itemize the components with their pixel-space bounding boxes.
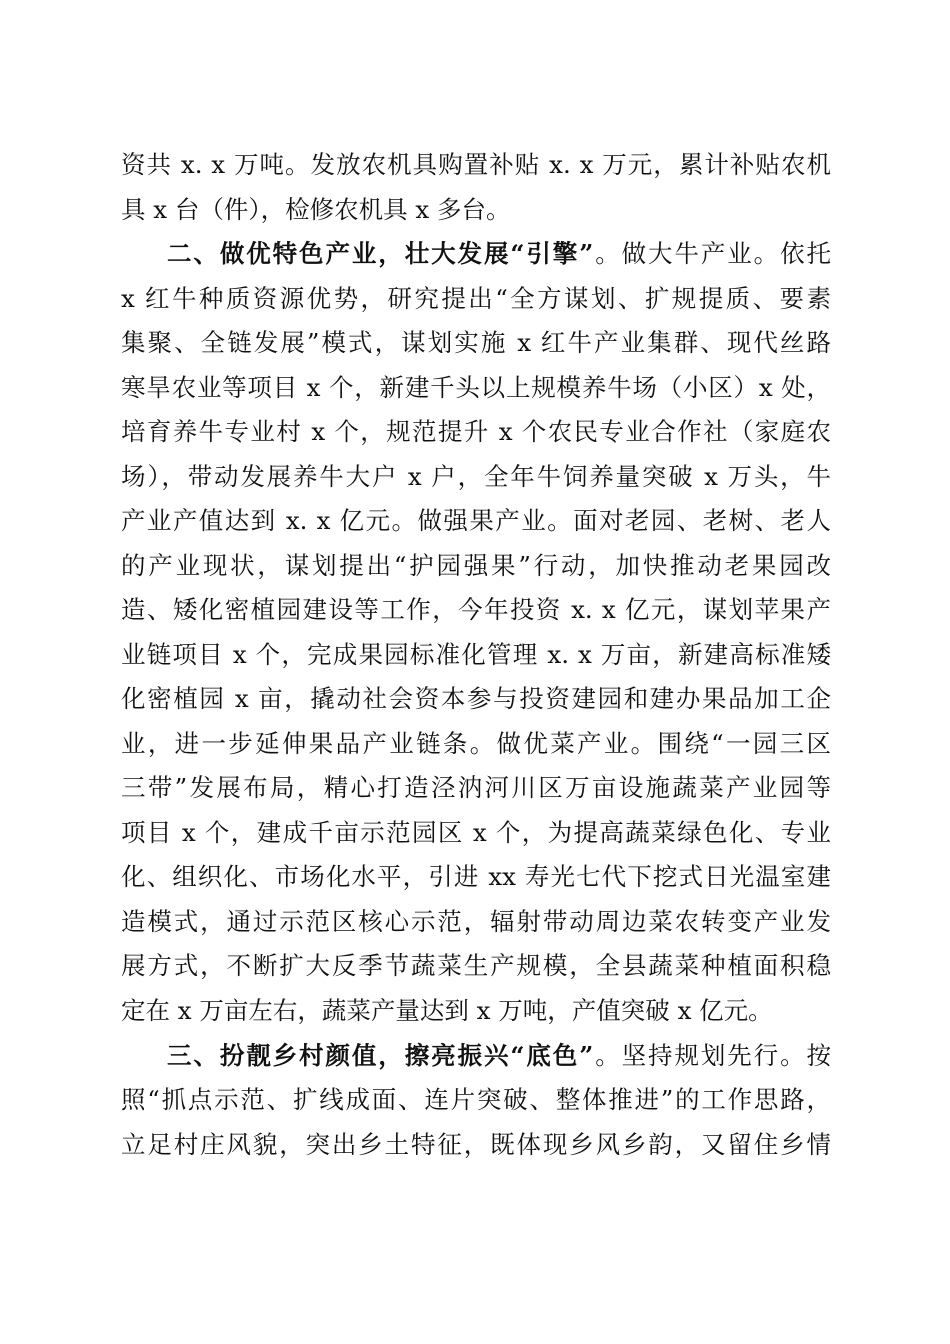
section-3-heading-tail: 。坚持规划先行。按 — [593, 1041, 832, 1070]
text-line: 化密植园 x 亩，撬动社会资本参与投资建园和建办果品加工企 — [121, 684, 831, 713]
text-line: 业，进一步延伸果品产业链条。做优菜产业。围绕“一园三区 — [121, 729, 831, 758]
text-line: 化、组织化、市场化水平，引进 xx 寿光七代下挖式日光温室建 — [121, 862, 831, 891]
text-line: 项目 x 个，建成千亩示范园区 x 个，为提高蔬菜绿色化、专业 — [121, 818, 831, 847]
section-3-first-line — [167, 1040, 831, 1072]
section-3-heading: 三、扮靓乡村颜值，擦亮振兴“底色” — [167, 1041, 594, 1070]
section-2-first-line — [167, 238, 831, 270]
text-line: 集聚、全链发展”模式，谋划实施 x 红牛产业集群、现代丝路 — [121, 328, 831, 357]
text-line: 产业产值达到 x. x 亿元。做强果产业。面对老园、老树、老人 — [121, 506, 831, 535]
text-line: 具 x 台（件），检修农机具 x 多台。 — [121, 195, 511, 224]
text-line: 的产业现状，谋划提出“护园强果”行动，加快推动老果园改 — [121, 551, 831, 580]
text-line: 寒旱农业等项目 x 个，新建千头以上规模养牛场（小区）x 处， — [121, 373, 831, 402]
text-line: 立足村庄风貌，突出乡土特征，既体现乡风乡韵，又留住乡情 — [121, 1130, 831, 1159]
section-2-heading-tail: 。做大牛产业。依托 — [593, 239, 832, 268]
text-line: 三带”发展布局，精心打造泾汭河川区万亩设施蔬菜产业园等 — [121, 773, 831, 802]
text-line: 照“抓点示范、扩线成面、连片突破、整体推进”的工作思路， — [121, 1085, 831, 1114]
text-line: 场），带动发展养牛大户 x 户，全年牛饲养量突破 x 万头，牛 — [121, 462, 831, 491]
text-line: 造模式，通过示范区核心示范，辐射带动周边菜农转变产业发 — [121, 907, 831, 936]
section-2-heading: 二、做优特色产业，壮大发展“引擎” — [167, 239, 594, 268]
text-line: 定在 x 万亩左右，蔬菜产量达到 x 万吨，产值突破 x 亿元。 — [121, 996, 773, 1025]
text-line: x 红牛种质资源优势，研究提出“全方谋划、扩规提质、要素 — [121, 284, 831, 313]
text-line: 培育养牛专业村 x 个，规范提升 x 个农民专业合作社（家庭农 — [121, 417, 831, 446]
text-line: 造、矮化密植园建设等工作，今年投资 x. x 亿元，谋划苹果产 — [121, 595, 831, 624]
text-line: 业链项目 x 个，完成果园标准化管理 x. x 万亩，新建高标准矮 — [121, 640, 831, 669]
text-line: 资共 x. x 万吨。发放农机具购置补贴 x. x 万元，累计补贴农机 — [121, 150, 831, 179]
text-line: 展方式，不断扩大反季节蔬菜生产规模，全县蔬菜种植面积稳 — [121, 951, 831, 980]
